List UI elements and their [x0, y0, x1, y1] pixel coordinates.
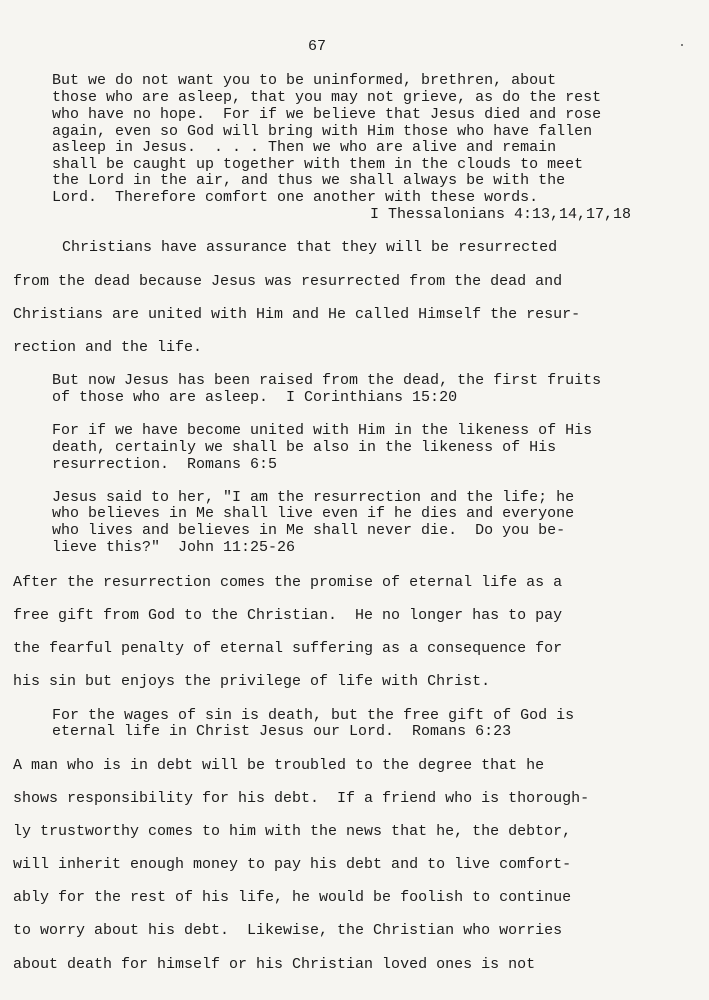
- quote-line: resurrection. Romans 6:5: [52, 456, 278, 473]
- quote-line: those who are asleep, that you may not grieve, as do the rest: [52, 89, 602, 106]
- quote-reference: I Thessalonians 4:13,14,17,18: [370, 206, 632, 223]
- quote-line: lieve this?" John 11:25-26: [52, 539, 296, 556]
- quote-line: who have no hope. For if we believe that Jesus died and rose: [52, 106, 602, 123]
- body-line: ably for the rest of his life, he would be foolish to continue: [13, 889, 572, 906]
- quote-line: the Lord in the air, and thus we shall always be with the: [52, 172, 566, 189]
- page-number: 67: [308, 38, 327, 55]
- body-line: After the resurrection comes the promise of eternal life as a: [13, 574, 563, 591]
- body-line: A man who is in debt will be troubled to the degree that he: [13, 757, 545, 774]
- body-line: Christians are united with Him and He called Himself the resur-: [13, 306, 581, 323]
- body-line: will inherit enough money to pay his debt and to live comfort-: [13, 856, 572, 873]
- quote-line: again, even so God will bring with Him those who have fallen: [52, 123, 593, 140]
- quote-line: But we do not want you to be uninformed, brethren, about: [52, 72, 557, 89]
- body-line: ly trustworthy comes to him with the news that he, the debtor,: [13, 823, 572, 840]
- quote-line: who lives and believes in Me shall never die. Do you be-: [52, 522, 566, 539]
- quote-line: eternal life in Christ Jesus our Lord. Romans 6:23: [52, 723, 512, 740]
- body-line: rection and the life.: [13, 339, 203, 356]
- quote-line: Jesus said to her, "I am the resurrection and the life; he: [52, 489, 575, 506]
- body-line: his sin but enjoys the privilege of life with Christ.: [13, 673, 491, 690]
- body-line: the fearful penalty of eternal suffering as a consequence for: [13, 640, 563, 657]
- quote-line: For if we have become united with Him in the likeness of His: [52, 422, 593, 439]
- quote-line: But now Jesus has been raised from the dead, the first fruits: [52, 372, 602, 389]
- quote-line: death, certainly we shall be also in the likeness of His: [52, 439, 557, 456]
- quote-line: For the wages of sin is death, but the free gift of God is: [52, 707, 575, 724]
- quote-line: asleep in Jesus. . . . Then we who are alive and remain: [52, 139, 557, 156]
- quote-line: shall be caught up together with them in the clouds to meet: [52, 156, 584, 173]
- quote-line: who believes in Me shall live even if he dies and everyone: [52, 505, 575, 522]
- speck: [681, 44, 683, 46]
- body-line: free gift from God to the Christian. He no longer has to pay: [13, 607, 563, 624]
- body-line: from the dead because Jesus was resurrected from the dead and: [13, 273, 563, 290]
- quote-line: Lord. Therefore comfort one another with these words.: [52, 189, 539, 206]
- body-line: shows responsibility for his debt. If a friend who is thorough-: [13, 790, 590, 807]
- body-line: to worry about his debt. Likewise, the Christian who worries: [13, 922, 563, 939]
- body-line: about death for himself or his Christian loved ones is not: [13, 956, 536, 973]
- quote-line: of those who are asleep. I Corinthians 15:20: [52, 389, 458, 406]
- body-line: Christians have assurance that they will be resurrected: [62, 239, 558, 256]
